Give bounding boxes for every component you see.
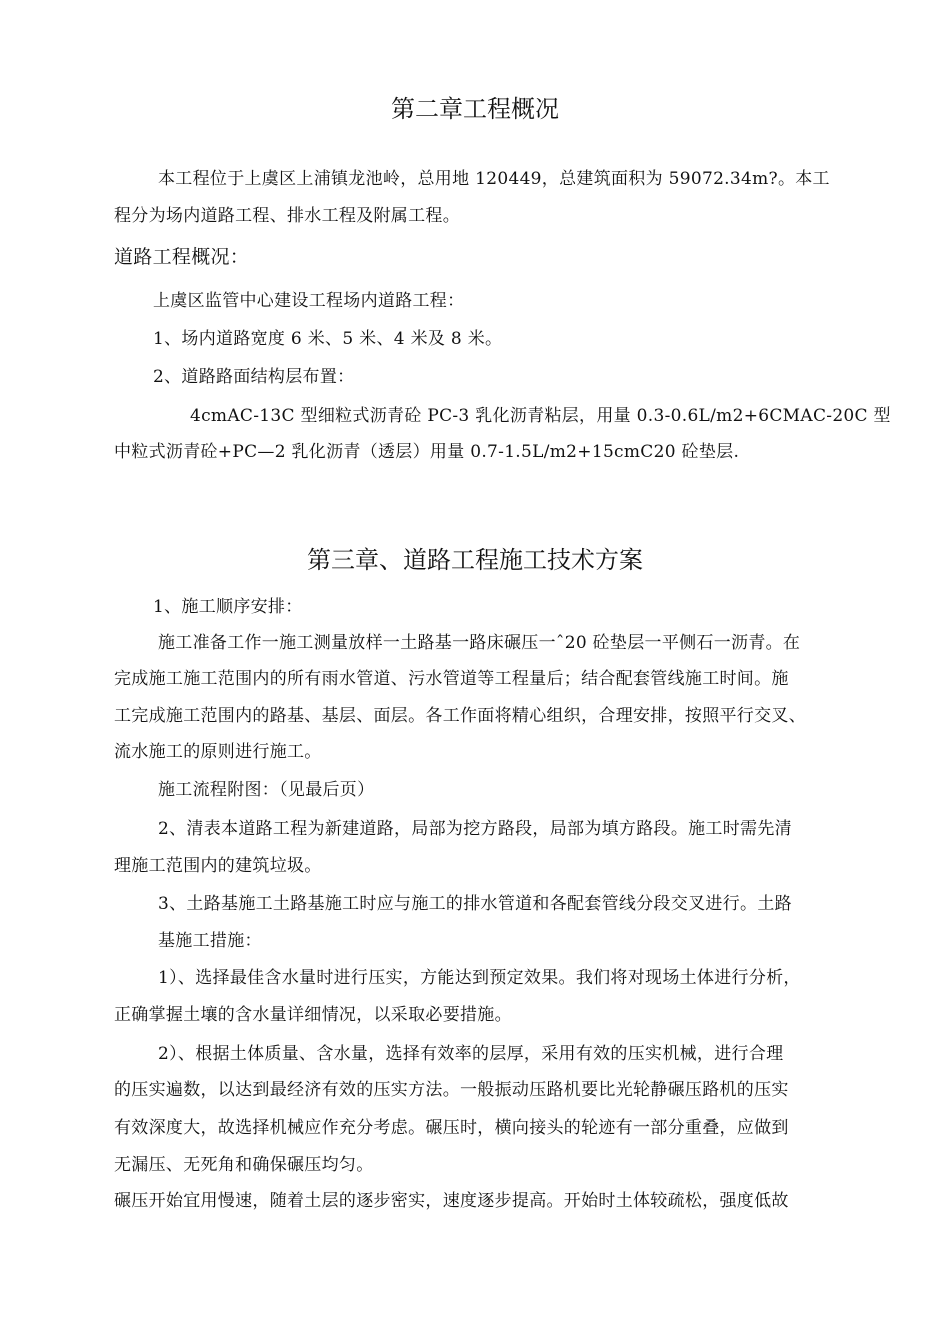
section-1-line-3: 工完成施工范围内的路基、基层、面层。各工作面将精心组织，合理安排，按照平行交叉、 [114, 706, 806, 726]
section-2-line-1: 2、清表本道路工程为新建道路，局部为挖方路段，局部为填方路段。施工时需先清 [158, 819, 792, 839]
road-overview-heading: 道路工程概况： [114, 246, 250, 268]
section-1-heading: 1、施工顺序安排： [153, 597, 303, 617]
measure-2-line-4: 无漏压、无死角和确保碾压均匀。 [114, 1155, 374, 1175]
section-1-line-2: 完成施工施工范围内的所有雨水管道、污水管道等工程量后；结合配套管线施工时间。施 [114, 669, 789, 689]
intro-line-1: 本工程位于上虞区上浦镇龙池岭，总用地 120449，总建筑面积为 59072.34m?。本工 [158, 169, 830, 189]
flow-chart-note: 施工流程附图：（见最后页） [158, 780, 375, 800]
measure-2-line-3: 有效深度大，故选择机械应作充分考虑。碾压时，横向接头的轮迹有一部分重叠，应做到 [114, 1118, 789, 1138]
chapter-3-title: 第三章、道路工程施工技术方案 [307, 546, 643, 574]
measure-2-line-1: 2）、根据土体质量、含水量，选择有效率的层厚，采用有效的压实机械，进行合理 [158, 1044, 784, 1064]
intro-line-2: 程分为场内道路工程、排水工程及附属工程。 [114, 206, 460, 226]
section-3-line-2: 基施工措施： [158, 931, 262, 951]
section-1-line-1: 施工准备工作一施工测量放样一土路基一路床碾压一ˆ20 砼垫层一平侧石一沥青。在 [158, 633, 801, 653]
structure-line-1: 4cmAC-13C 型细粒式沥青砼 PC-3 乳化沥青粘层，用量 0.3-0.6L/m2+6CMAC-20C 型 [190, 406, 891, 426]
measure-1-line-1: 1）、选择最佳含水量时进行压实，方能达到预定效果。我们将对现场土体进行分析， [158, 968, 801, 988]
item-2: 2、道路路面结构层布置： [153, 367, 355, 387]
section-2-line-2: 理施工范围内的建筑垃圾。 [114, 856, 322, 876]
measure-2-line-2: 的压实遍数，以达到最经济有效的压实方法。一般振动压路机要比光轮静碾压路机的压实 [114, 1080, 789, 1100]
chapter-2-title: 第二章工程概况 [391, 95, 559, 123]
section-1-line-4: 流水施工的原则进行施工。 [114, 742, 322, 762]
structure-line-2: 中粒式沥青砼+PC—2 乳化沥青（透层）用量 0.7-1.5L/m2+15cmC20 砼垫层. [114, 442, 740, 462]
measure-1-line-2: 正确掌握土壤的含水量详细情况，以采取必要措施。 [114, 1005, 512, 1025]
road-project-line: 上虞区监管中心建设工程场内道路工程： [153, 291, 465, 311]
section-3-line-1: 3、土路基施工土路基施工时应与施工的排水管道和各配套管线分段交叉进行。土路 [158, 894, 792, 914]
compaction-line: 碾压开始宜用慢速，随着土层的逐步密实，速度逐步提高。开始时土体较疏松，强度低故 [114, 1191, 789, 1211]
item-1: 1、场内道路宽度 6 米、5 米、4 米及 8 米。 [153, 329, 503, 349]
